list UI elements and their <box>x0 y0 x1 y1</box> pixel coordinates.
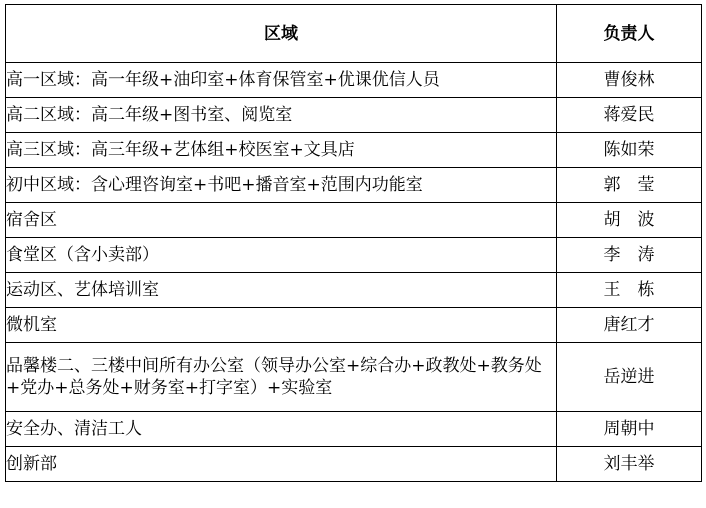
person-cell: 曹俊林 <box>557 63 702 98</box>
header-area: 区域 <box>6 5 557 63</box>
header-person: 负责人 <box>557 5 702 63</box>
person-cell: 蒋爱民 <box>557 98 702 133</box>
table-row <box>6 412 702 447</box>
table-row <box>6 308 702 343</box>
person-cell: 唐红才 <box>557 308 702 343</box>
table-row <box>6 343 702 412</box>
person-cell: 郭莹 <box>557 168 702 203</box>
table-row <box>6 98 702 133</box>
area-cell: 创新部 <box>6 447 557 482</box>
table-row <box>6 133 702 168</box>
person-cell: 刘丰举 <box>557 447 702 482</box>
area-cell: 安全办、清洁工人 <box>6 412 557 447</box>
area-cell: 高一区域：高一年级+油印室+体育保管室+优课优信人员 <box>6 63 557 98</box>
area-cell: 品馨楼二、三楼中间所有办公室（领导办公室+综合办+政教处+教务处+党办+总务处+财务室+打字室）+实验室 <box>6 343 557 412</box>
area-cell: 高二区域：高二年级+图书室、阅览室 <box>6 98 557 133</box>
table-row <box>6 63 702 98</box>
table-row <box>6 168 702 203</box>
person-cell: 周朝中 <box>557 412 702 447</box>
area-cell: 运动区、艺体培训室 <box>6 273 557 308</box>
table-row <box>6 447 702 482</box>
person-cell: 岳逆进 <box>557 343 702 412</box>
person-cell: 王栋 <box>557 273 702 308</box>
table-row <box>6 238 702 273</box>
table-header-row <box>6 5 702 63</box>
table-row <box>6 273 702 308</box>
area-cell: 食堂区（含小卖部） <box>6 238 557 273</box>
person-cell: 胡波 <box>557 203 702 238</box>
area-cell: 高三区域：高三年级+艺体组+校医室+文具店 <box>6 133 557 168</box>
person-cell: 李涛 <box>557 238 702 273</box>
responsibility-table <box>5 4 702 482</box>
table-row <box>6 203 702 238</box>
area-cell: 初中区域：含心理咨询室+书吧+播音室+范围内功能室 <box>6 168 557 203</box>
area-cell: 宿舍区 <box>6 203 557 238</box>
person-cell: 陈如荣 <box>557 133 702 168</box>
area-cell: 微机室 <box>6 308 557 343</box>
